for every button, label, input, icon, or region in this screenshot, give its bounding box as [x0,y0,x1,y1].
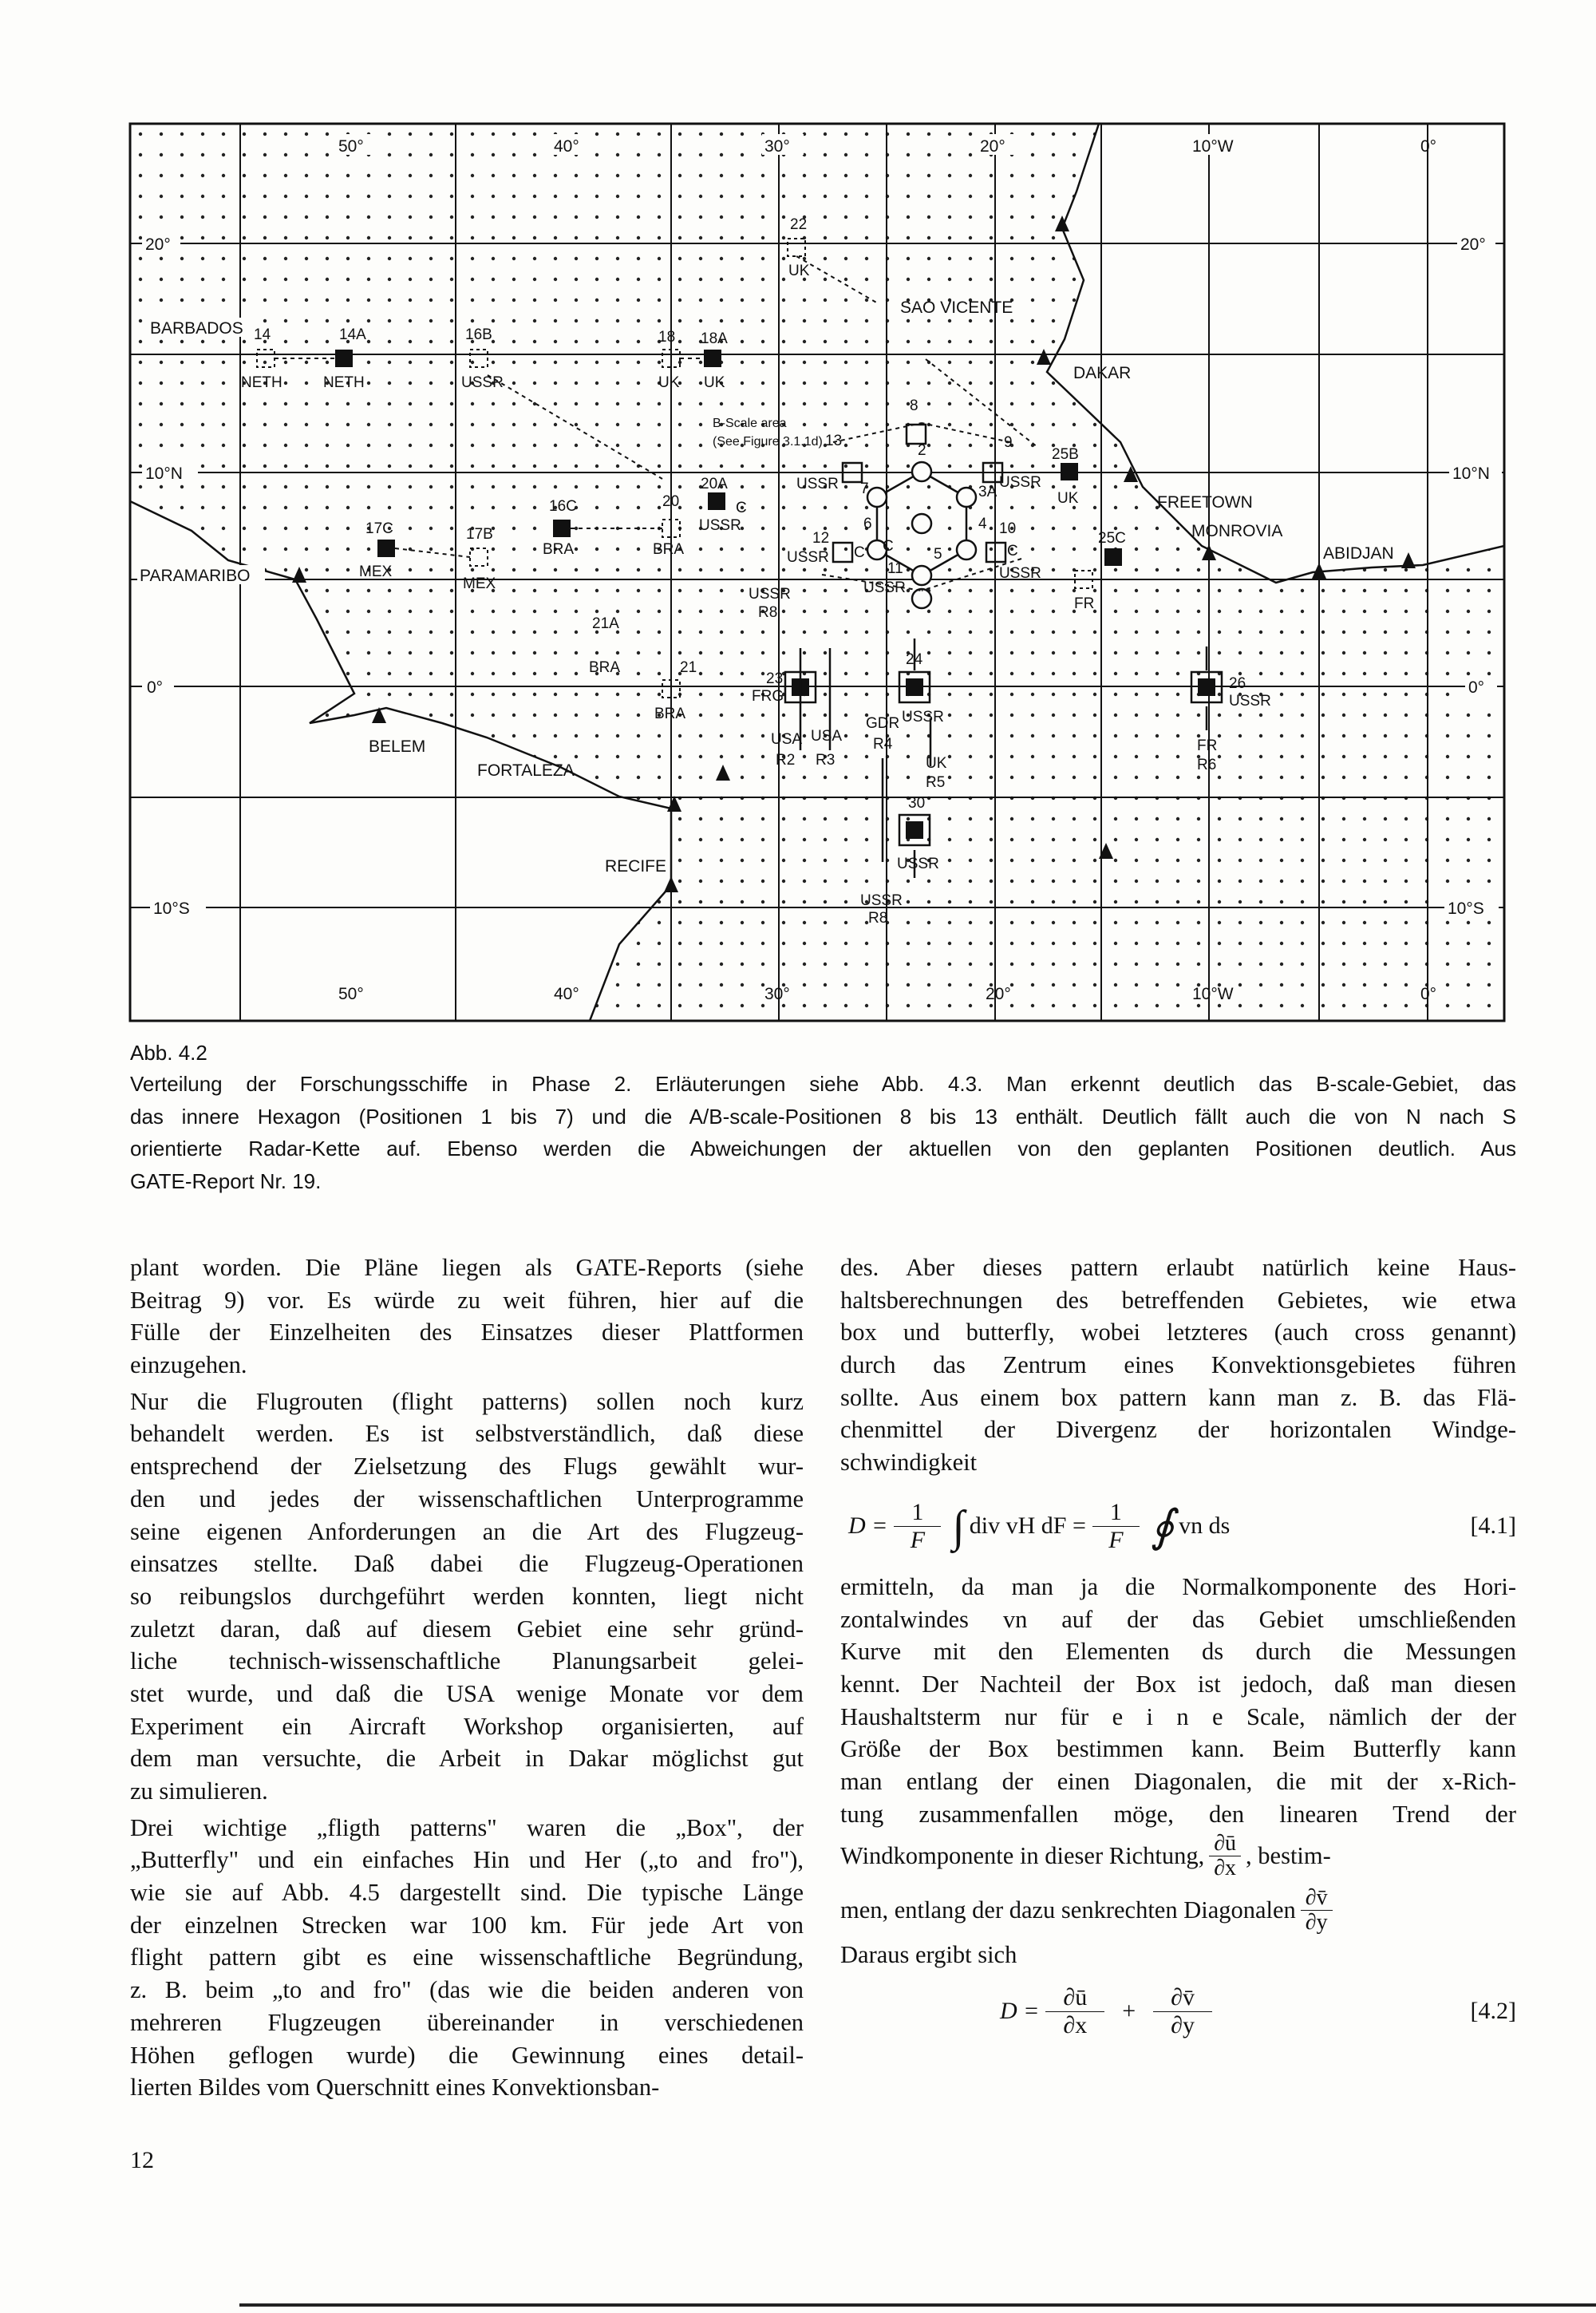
ship-label: 2 [918,442,926,459]
ship-label: 16C [549,498,577,515]
ship-label: USSR [902,709,944,726]
text-line: sollte. Aus einem box pattern kann man z. B. das Flä- [840,1383,1516,1411]
degree-label: 30° [764,137,790,156]
denominator: F [910,1527,926,1554]
ship-label: C [736,500,747,516]
ship-label: USSR [897,856,939,872]
ship-label: USSR [863,579,906,596]
text-line: wie sie auf Abb. 4.5 dargestellt sind. Die typische Länge [130,1879,804,1907]
ship-label: B-Scale area [713,417,787,430]
text-line: einsatzes stellte. Daß dabei die Flugzeug-Operationen [130,1550,804,1578]
place-dakar: DAKAR [1073,364,1132,382]
text-line: schwindigkeit [840,1449,978,1477]
ship-label: 24 [906,651,923,668]
text-line: Daraus ergibt sich [840,1941,1017,1969]
ship-label: NETH [323,374,365,391]
fraction [1045,1984,1104,2039]
ship-label: R6 [1197,757,1217,773]
denominator: ∂x [1214,1855,1237,1880]
text-line: plant worden. Die Pläne liegen als GATE-Reports (siehe [130,1254,804,1281]
text-line: „Butterfly" und ein einfaches Hin und Her („to and fro"), [130,1846,804,1874]
page-number: 12 [130,2147,154,2173]
paragraph [130,1812,804,2104]
ship-label: USSR [999,474,1041,491]
text-line: einzugehen. [130,1351,247,1379]
ship-label: 3A [978,484,998,500]
ship-label: 11 [887,560,903,577]
place-barbados: BARBADOS [150,319,243,338]
degree-label: 0° [1420,137,1437,156]
degree-label: 50° [338,985,364,1003]
ship-label: C [854,544,865,561]
degree-label: 40° [554,137,579,156]
numerator: ∂ū [1045,1984,1104,2012]
denominator: ∂x [1063,2011,1088,2038]
fraction [1092,1499,1140,1554]
text-line: behandelt werden. Es ist selbstverständlich, daß diese [130,1420,804,1448]
ship-label: USSR [860,892,903,909]
text-line: ermitteln, da man ja die Normalkomponente des Hori- [840,1572,1516,1600]
ship-label: 22 [790,216,808,233]
ship-label: R3 [816,752,836,769]
text-line: entsprechend der Zielsetzung des Flugs gewählt wur- [130,1453,804,1481]
degree-label: 50° [338,137,364,156]
eq-middle: div vH dF = [969,1512,1086,1540]
paragraph [130,1386,804,1808]
fraction [894,1499,941,1554]
ship-label: MEX [359,563,393,580]
ship-label: C [1007,543,1018,559]
contour-integral-symbol: ∮ [1150,1501,1175,1552]
text-line: Nur die Flugrouten (flight patterns) sollen noch kurz [130,1387,804,1415]
line-du-dx [840,1830,1516,1881]
hexagon-label: 7 [860,480,869,497]
text-line: kennt. Der Nachteil der Box ist jedoch, daß man diesen [840,1670,1516,1698]
text: , bestim- [1246,1841,1331,1869]
figure-caption [130,1038,1516,1199]
latitude-label: 0° [147,678,164,697]
ship-label: 25C [1098,530,1126,547]
text-line: lierten Bildes vom Querschnitt eines Konvektionsban- [130,2074,660,2101]
ship-label: USA [771,731,803,748]
text-line: den und jedes der wissenschaftlichen Unterprogramme [130,1485,804,1512]
caption-line: Verteilung der Forschungsschiffe in Phase 2. Erläuterungen siehe Abb. 4.3. Man erkennt deutlich das B-scale-Gebiet, das [130,1072,1516,1096]
text-line: der einzelnen Strecken war 100 km. Für jede Art von [130,1911,804,1939]
ship-label: UK [1057,490,1079,507]
ship-label: 26 [1229,675,1246,692]
place-sao-vicente: SAO VICENTE [900,299,1013,317]
ship-label: 14 [254,326,271,343]
paragraph [840,1251,1516,1479]
latitude-label: 10°N [145,465,183,483]
denominator: F [1108,1527,1124,1554]
latitude-label: 10°N [1452,465,1490,483]
ship-label: 13 [825,433,843,449]
text-line: tung zusammenfallen möge, den linearen Trend der [840,1800,1516,1828]
text-line: chenmittel der Divergenz der horizontalen Windge- [840,1416,1516,1444]
partial-derivative [1209,1832,1241,1880]
text-line: so reibungslos durchgeführt werden konnten, liegt nicht [130,1582,804,1610]
ship-label: MEX [463,575,496,592]
degree-label: 40° [554,985,579,1003]
paragraph [840,1571,1516,1831]
text-line: zontalwindes vn auf der das Gebiet umschließenden [840,1605,1516,1633]
place-fortaleza: FORTALEZA [477,761,575,780]
numerator: ∂v̄ [1301,1886,1333,1911]
integral-symbol: ∫ [952,1501,965,1552]
hexagon-label: 6 [863,516,872,532]
ship-label: GDR [866,715,900,732]
ship-label: UK [926,755,947,772]
ship-label: USSR [699,517,741,534]
hexagon-label: 5 [934,546,942,563]
latitude-label: 10°S [1448,900,1484,918]
ship-label: USSR [787,549,829,566]
latitude-label: 10°S [153,900,190,918]
ship-label: 16B [465,326,492,343]
fraction [1153,1984,1212,2039]
text-line: Haushaltsterm nur für e i n e Scale, nämlich der der [840,1702,1516,1730]
ship-label: 20A [701,476,728,492]
text-line: flight pattern gibt es eine wissenschaftliche Begründung, [130,1943,804,1971]
line-dv-dy [840,1881,1516,1939]
place-paramaribo: PARAMARIBO [140,567,251,585]
ship-label: R4 [873,736,893,753]
plus-sign: + [1122,1997,1136,2024]
text-line: haltsberechnungen des betreffenden Gebietes, wie etwa [840,1286,1516,1314]
ship-label: C [883,538,894,555]
ship-label: NETH [241,374,282,391]
numerator: 1 [1092,1499,1140,1527]
place-belem: BELEM [369,737,426,756]
caption-line: GATE-Report Nr. 19. [130,1169,322,1194]
degree-label: 20° [986,985,1011,1003]
ship-label: BRA [654,706,686,722]
text-line: man entlang der einen Diagonalen, die mit der x-Rich- [840,1767,1516,1795]
place-abidjan: ABIDJAN [1323,544,1394,563]
ship-label: UK [658,374,680,391]
ship-label: 21 [680,659,697,676]
ship-label: 9 [1004,434,1013,451]
numerator: ∂v̄ [1153,1984,1212,2012]
degree-label: 10°W [1192,985,1234,1003]
degree-label: 30° [764,985,790,1003]
text-line: Drei wichtige „fligth patterns" waren die „Box", der [130,1813,804,1841]
text-line: zu simulieren. [130,1777,268,1805]
ship-label: (See Figure 3.1.1d) [713,435,823,449]
text-line: dem man versuchte, die Arbeit in Dakar möglichst gut [130,1745,804,1773]
ship-label: 17B [466,526,493,543]
ship-label: FR [1074,595,1095,612]
ship-label: USSR [796,476,839,492]
ship-label: R8 [758,604,778,621]
ship-label: 23 [766,670,784,687]
text-line: liche technisch-wissenschaftliche Planungsarbeit gelei- [130,1647,804,1675]
ship-label: USSR [1229,693,1271,710]
text-line: durch das Zentrum eines Konvektionsgebietes führen [840,1351,1516,1379]
ship-label: 14A [339,326,366,343]
place-freetown: FREETOWN [1157,493,1253,512]
text-line: z. B. beim „to and fro" (das wie die beiden anderen von [130,1976,804,2004]
numerator: ∂ū [1209,1832,1241,1856]
eq-lhs: D = [1000,1997,1040,2024]
ship-label: USSR [461,374,504,391]
ship-label: FR [1197,737,1218,754]
ship-label: 18 [658,329,676,346]
ship-label: BRA [589,659,621,676]
ship-label: USSR [999,565,1041,582]
text-line: zuletzt daran, daß auf diesem Gebiet eine sehr gründ- [130,1615,804,1643]
ship-label: R8 [868,910,888,927]
equation-number: [4.1] [1470,1512,1516,1540]
ship-label: R5 [926,774,946,791]
text: Windkomponente in dieser Richtung, [840,1841,1205,1869]
hexagon-label: 4 [978,516,987,532]
ship-label: 17C [365,520,393,537]
ship-label: 10 [999,520,1017,537]
ship-label: UK [704,374,725,391]
text-line: Größe der Box bestimmen kann. Beim Butterfly kann [840,1735,1516,1763]
text-line: box und butterfly, wobei letzteres (auch cross genannt) [840,1319,1516,1346]
text-line: Kurve mit den Elementen ds durch die Messungen [840,1638,1516,1666]
ship-label: USA [811,728,843,745]
equation-number: [4.2] [1470,1997,1516,2024]
right-text-column [840,1251,1516,2051]
text-line: seine eigenen Anforderungen an die Art des Flugzeug- [130,1517,804,1545]
caption-line: das innere Hexagon (Positionen 1 bis 7) und die A/B-scale-Positionen 8 bis 13 enthält. Deutlich fällt auch die von N nach S [130,1104,1516,1129]
ship-distribution-map [0,0,1596,1038]
equation-4-2 [840,1971,1516,2051]
eq-lhs: D = [848,1512,888,1540]
equation-4-1 [840,1483,1516,1571]
denominator: ∂y [1305,1909,1328,1935]
text-line: stet wurde, und daß die USA wenige Monate vor dem [130,1679,804,1707]
ship-label: 21A [592,615,619,632]
latitude-label: 20° [145,235,171,254]
text-line: des. Aber dieses pattern erlaubt natürlich keine Haus- [840,1254,1516,1281]
ship-label: BRA [543,541,575,558]
partial-derivative [1301,1886,1333,1935]
text-line: Beitrag 9) vor. Es würde zu weit führen, hier auf die [130,1286,804,1314]
ship-label: UK [788,263,810,279]
numerator: 1 [894,1499,941,1527]
ship-label: 25B [1052,446,1079,463]
bottom-scan-edge [239,2303,1596,2307]
ship-label: 30 [908,795,926,812]
figure-number: Abb. 4.2 [130,1041,207,1065]
ship-label: 20 [662,493,680,510]
ship-label: 12 [812,530,830,547]
ship-label: R2 [776,752,796,769]
caption-line: orientierte Radar-Kette auf. Ebenso werden die Abweichungen der aktuellen von den geplanten Positionen deutlich. Aus [130,1137,1516,1161]
ship-label: USSR [749,586,791,603]
text-line: Höhen geflogen wurde) die Gewinnung eines detail- [130,2041,804,2069]
degree-label: 0° [1420,985,1437,1003]
paragraph [130,1251,804,1382]
ship-label: 8 [910,397,918,414]
place-recife: RECIFE [605,857,667,876]
degree-label: 10°W [1192,137,1234,156]
text-line: Experiment ein Aircraft Workshop organisierten, auf [130,1712,804,1740]
eq-rhs: vn ds [1179,1512,1231,1540]
ship-label: FRG [752,688,784,705]
text-line: mehreren Flugzeugen übereinander in verschiedenen [130,2008,804,2036]
denominator: ∂y [1171,2011,1195,2038]
place-monrovia: MONROVIA [1191,522,1283,540]
ship-label: BRA [653,541,685,558]
text-line: Fülle der Einzelheiten des Einsatzes dieser Plattformen [130,1319,804,1346]
latitude-label: 20° [1460,235,1486,254]
degree-label: 20° [980,137,1005,156]
latitude-label: 0° [1468,678,1485,697]
text: men, entlang der dazu senkrechten Diagonalen [840,1896,1296,1924]
left-text-column [130,1251,804,2108]
ship-label: 18A [701,330,728,347]
